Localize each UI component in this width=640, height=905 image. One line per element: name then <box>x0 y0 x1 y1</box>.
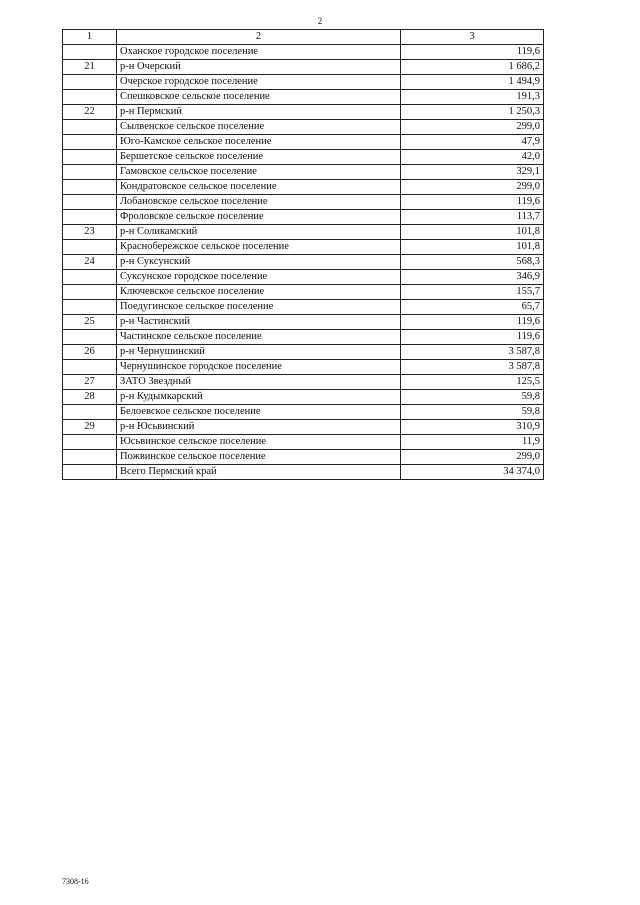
row-value-cell: 47,9 <box>401 135 544 150</box>
row-name-cell: Лобановское сельское поселение <box>117 195 401 210</box>
table-row <box>63 345 544 360</box>
row-number-cell <box>63 450 117 465</box>
table-row <box>63 450 544 465</box>
row-value-cell: 1 686,2 <box>401 60 544 75</box>
row-name-cell: Суксунское городское поселение <box>117 270 401 285</box>
row-name-cell: Ключевское сельское поселение <box>117 285 401 300</box>
row-value-cell: 119,6 <box>401 330 544 345</box>
row-number-cell <box>63 435 117 450</box>
row-name-cell: р-н Соликамский <box>117 225 401 240</box>
row-number-cell: 24 <box>63 255 117 270</box>
row-name-cell: Сылвенское сельское поселение <box>117 120 401 135</box>
row-value-cell: 65,7 <box>401 300 544 315</box>
table-row <box>63 315 544 330</box>
table-row <box>63 210 544 225</box>
table-row <box>63 180 544 195</box>
row-value-cell: 299,0 <box>401 120 544 135</box>
row-number-cell <box>63 150 117 165</box>
row-name-cell: Пожвинское сельское поселение <box>117 450 401 465</box>
row-number-cell <box>63 90 117 105</box>
row-number-cell: 23 <box>63 225 117 240</box>
row-name-cell: р-н Пермский <box>117 105 401 120</box>
table-body <box>63 45 544 480</box>
row-name-cell: Оханское городское поселение <box>117 45 401 60</box>
row-value-cell: 113,7 <box>401 210 544 225</box>
table-row <box>63 270 544 285</box>
table-row <box>63 375 544 390</box>
row-number-cell <box>63 300 117 315</box>
row-name-cell: Всего Пермский край <box>117 465 401 480</box>
row-name-cell: Юсьвинское сельское поселение <box>117 435 401 450</box>
table-row <box>63 285 544 300</box>
row-number-cell: 25 <box>63 315 117 330</box>
row-value-cell: 155,7 <box>401 285 544 300</box>
row-number-cell <box>63 465 117 480</box>
row-name-cell: Краснобережское сельское поселение <box>117 240 401 255</box>
table-row <box>63 465 544 480</box>
row-value-cell: 310,9 <box>401 420 544 435</box>
row-number-cell <box>63 405 117 420</box>
row-value-cell: 119,6 <box>401 195 544 210</box>
row-number-cell <box>63 360 117 375</box>
row-value-cell: 299,0 <box>401 180 544 195</box>
row-value-cell: 101,8 <box>401 240 544 255</box>
table-row <box>63 75 544 90</box>
table-row <box>63 330 544 345</box>
table-row <box>63 120 544 135</box>
row-name-cell: ЗАТО Звездный <box>117 375 401 390</box>
row-number-cell <box>63 45 117 60</box>
row-number-cell <box>63 120 117 135</box>
row-name-cell: Юго-Камское сельское поселение <box>117 135 401 150</box>
row-number-cell: 28 <box>63 390 117 405</box>
row-name-cell: Частинское сельское поселение <box>117 330 401 345</box>
row-value-cell: 3 587,8 <box>401 345 544 360</box>
row-value-cell: 3 587,8 <box>401 360 544 375</box>
row-number-cell <box>63 270 117 285</box>
row-number-cell <box>63 330 117 345</box>
row-number-cell <box>63 180 117 195</box>
row-value-cell: 59,8 <box>401 405 544 420</box>
row-value-cell: 11,9 <box>401 435 544 450</box>
row-value-cell: 329,1 <box>401 165 544 180</box>
row-name-cell: Очерское городское поселение <box>117 75 401 90</box>
table-row <box>63 420 544 435</box>
table-row <box>63 360 544 375</box>
row-number-cell <box>63 210 117 225</box>
table-row <box>63 300 544 315</box>
table-row <box>63 195 544 210</box>
row-name-cell: Спешковское сельское поселение <box>117 90 401 105</box>
column-header-value: 3 <box>401 30 544 45</box>
row-value-cell: 119,6 <box>401 45 544 60</box>
row-value-cell: 119,6 <box>401 315 544 330</box>
row-number-cell <box>63 285 117 300</box>
row-name-cell: р-н Суксунский <box>117 255 401 270</box>
row-name-cell: р-н Очерский <box>117 60 401 75</box>
table-row <box>63 255 544 270</box>
row-name-cell: р-н Частинский <box>117 315 401 330</box>
row-value-cell: 101,8 <box>401 225 544 240</box>
row-name-cell: р-н Чернушинский <box>117 345 401 360</box>
table-row <box>63 45 544 60</box>
table-row <box>63 135 544 150</box>
row-value-cell: 191,3 <box>401 90 544 105</box>
row-value-cell: 1 250,3 <box>401 105 544 120</box>
table-row <box>63 225 544 240</box>
table-row <box>63 150 544 165</box>
column-header-name: 2 <box>117 30 401 45</box>
row-value-cell: 568,3 <box>401 255 544 270</box>
table-row <box>63 240 544 255</box>
row-number-cell: 21 <box>63 60 117 75</box>
row-number-cell <box>63 135 117 150</box>
row-number-cell <box>63 165 117 180</box>
row-value-cell: 299,0 <box>401 450 544 465</box>
row-name-cell: Гамовское сельское поселение <box>117 165 401 180</box>
row-number-cell <box>63 195 117 210</box>
row-number-cell: 29 <box>63 420 117 435</box>
row-name-cell: Бершетское сельское поселение <box>117 150 401 165</box>
row-name-cell: Чернушинское городское поселение <box>117 360 401 375</box>
row-number-cell <box>63 240 117 255</box>
row-value-cell: 346,9 <box>401 270 544 285</box>
row-name-cell: Поедугинское сельское поселение <box>117 300 401 315</box>
row-value-cell: 1 494,9 <box>401 75 544 90</box>
document-code: 7308-16 <box>62 877 89 886</box>
table-row <box>63 90 544 105</box>
column-header-number: 1 <box>63 30 117 45</box>
row-name-cell: р-н Кудымкарский <box>117 390 401 405</box>
header-row <box>63 30 544 45</box>
table-row <box>63 165 544 180</box>
table-row <box>63 405 544 420</box>
table-row <box>63 435 544 450</box>
page-number: 2 <box>317 16 323 26</box>
table-row <box>63 105 544 120</box>
row-number-cell <box>63 75 117 90</box>
table-row <box>63 60 544 75</box>
row-value-cell: 42,0 <box>401 150 544 165</box>
row-name-cell: Фроловское сельское поселение <box>117 210 401 225</box>
row-name-cell: Кондратовское сельское поселение <box>117 180 401 195</box>
row-number-cell: 26 <box>63 345 117 360</box>
row-name-cell: р-н Юсьвинский <box>117 420 401 435</box>
row-value-cell: 125,5 <box>401 375 544 390</box>
row-value-cell: 59,8 <box>401 390 544 405</box>
row-name-cell: Белоевское сельское поселение <box>117 405 401 420</box>
row-number-cell: 22 <box>63 105 117 120</box>
data-table <box>62 29 544 480</box>
table-row <box>63 390 544 405</box>
row-number-cell: 27 <box>63 375 117 390</box>
row-value-cell: 34 374,0 <box>401 465 544 480</box>
